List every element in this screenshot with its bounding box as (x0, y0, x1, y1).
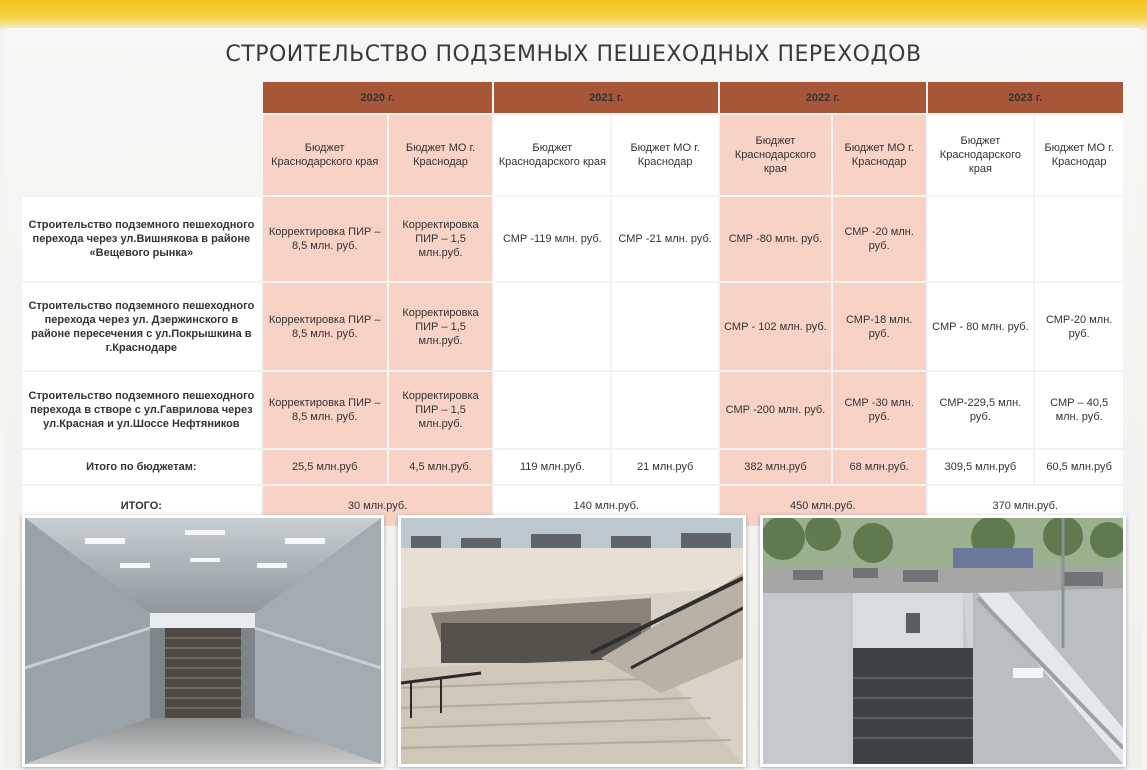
subtotal-cell: 309,5 млн.руб (928, 450, 1034, 484)
table-cell: СМР – 40,5 млн. руб. (1035, 372, 1123, 448)
table-cell: Корректировка ПИР – 8,5 млн. руб. (263, 372, 387, 448)
photo-escalator-image (401, 518, 743, 764)
table-cell (612, 283, 718, 370)
row-label: Строительство подземного пешеходного перехода через ул. Дзержинского в районе пересечения с ул.Покрышкина в г.Краснодаре (22, 283, 261, 370)
table-cell: СМР-229,5 млн. руб. (928, 372, 1034, 448)
table-row (22, 283, 1123, 370)
source-header-krai: Бюджет Краснодарского края (263, 115, 387, 195)
table-cell: СМР -119 млн. руб. (494, 197, 610, 281)
table-cell (494, 283, 610, 370)
corner-blank (22, 82, 261, 113)
total-cell: 450 млн.руб. (720, 486, 925, 526)
subtotal-cell: 382 млн.руб (720, 450, 831, 484)
source-header-mo: Бюджет МО г. Краснодар (612, 115, 718, 195)
source-header-mo: Бюджет МО г. Краснодар (389, 115, 493, 195)
table-cell: Корректировка ПИР – 1,5 млн.руб. (389, 283, 493, 370)
table-cell (494, 372, 610, 448)
table-cell: СМР-18 млн. руб. (833, 283, 926, 370)
year-header: 2021 г. (494, 82, 718, 113)
source-header-krai: Бюджет Краснодарского края (928, 115, 1034, 195)
total-cell: 370 млн.руб. (928, 486, 1123, 526)
subtotal-cell: 68 млн.руб. (833, 450, 926, 484)
subtotal-cell: 60,5 млн.руб (1035, 450, 1123, 484)
table-cell: Корректировка ПИР – 1,5 млн.руб. (389, 197, 493, 281)
table-cell: СМР -21 млн. руб. (612, 197, 718, 281)
photo-underpass-escalator (398, 515, 746, 767)
source-header-mo: Бюджет МО г. Краснодар (833, 115, 926, 195)
table-cell: СМР - 80 млн. руб. (928, 283, 1034, 370)
table-cell: Корректировка ПИР – 8,5 млн. руб. (263, 197, 387, 281)
top-accent-bar (0, 0, 1147, 30)
table-cell: СМР -20 млн. руб. (833, 197, 926, 281)
year-header: 2022 г. (720, 82, 925, 113)
table-row (22, 372, 1123, 448)
budget-table (20, 80, 1125, 528)
subtotal-label: Итого по бюджетам: (22, 450, 261, 484)
corner-blank (22, 115, 261, 195)
table-cell (1035, 197, 1123, 281)
photo-underpass-corridor (22, 515, 384, 767)
photo-corridor-image (25, 518, 381, 764)
source-header-krai: Бюджет Краснодарского края (494, 115, 610, 195)
table-cell: СМР -30 млн. руб. (833, 372, 926, 448)
total-cell: 140 млн.руб. (494, 486, 718, 526)
table-cell: СМР -200 млн. руб. (720, 372, 831, 448)
row-label: Строительство подземного пешеходного перехода в створе с ул.Гаврилова через ул.Красная и ул.Шоссе Нефтяников (22, 372, 261, 448)
table-cell: СМР-20 млн. руб. (1035, 283, 1123, 370)
table-cell (928, 197, 1034, 281)
subtotal-cell: 119 млн.руб. (494, 450, 610, 484)
page-title: СТРОИТЕЛЬСТВО ПОДЗЕМНЫХ ПЕШЕХОДНЫХ ПЕРЕХОДОВ (225, 42, 922, 67)
table-cell: Корректировка ПИР – 8,5 млн. руб. (263, 283, 387, 370)
total-label: ИТОГО: (22, 486, 261, 526)
subtotal-row (22, 450, 1123, 484)
total-cell: 30 млн.руб. (263, 486, 493, 526)
table-row (22, 197, 1123, 281)
row-label: Строительство подземного пешеходного перехода через ул.Вишнякова в районе «Вещевого рынка» (22, 197, 261, 281)
year-header: 2020 г. (263, 82, 493, 113)
subtotal-cell: 4,5 млн.руб. (389, 450, 493, 484)
year-header-row (22, 82, 1123, 113)
subtotal-cell: 25,5 млн.руб (263, 450, 387, 484)
table-cell: Корректировка ПИР – 1,5 млн.руб. (389, 372, 493, 448)
table-cell: СМР -80 млн. руб. (720, 197, 831, 281)
table-cell (612, 372, 718, 448)
year-header: 2023 г. (928, 82, 1123, 113)
photo-underpass-street (760, 515, 1126, 767)
source-header-mo: Бюджет МО г. Краснодар (1035, 115, 1123, 195)
source-header-row (22, 115, 1123, 195)
photo-street-image (763, 518, 1123, 764)
photo-strip (20, 515, 1125, 765)
source-header-krai: Бюджет Краснодарского края (720, 115, 831, 195)
subtotal-cell: 21 млн.руб (612, 450, 718, 484)
table-cell: СМР - 102 млн. руб. (720, 283, 831, 370)
